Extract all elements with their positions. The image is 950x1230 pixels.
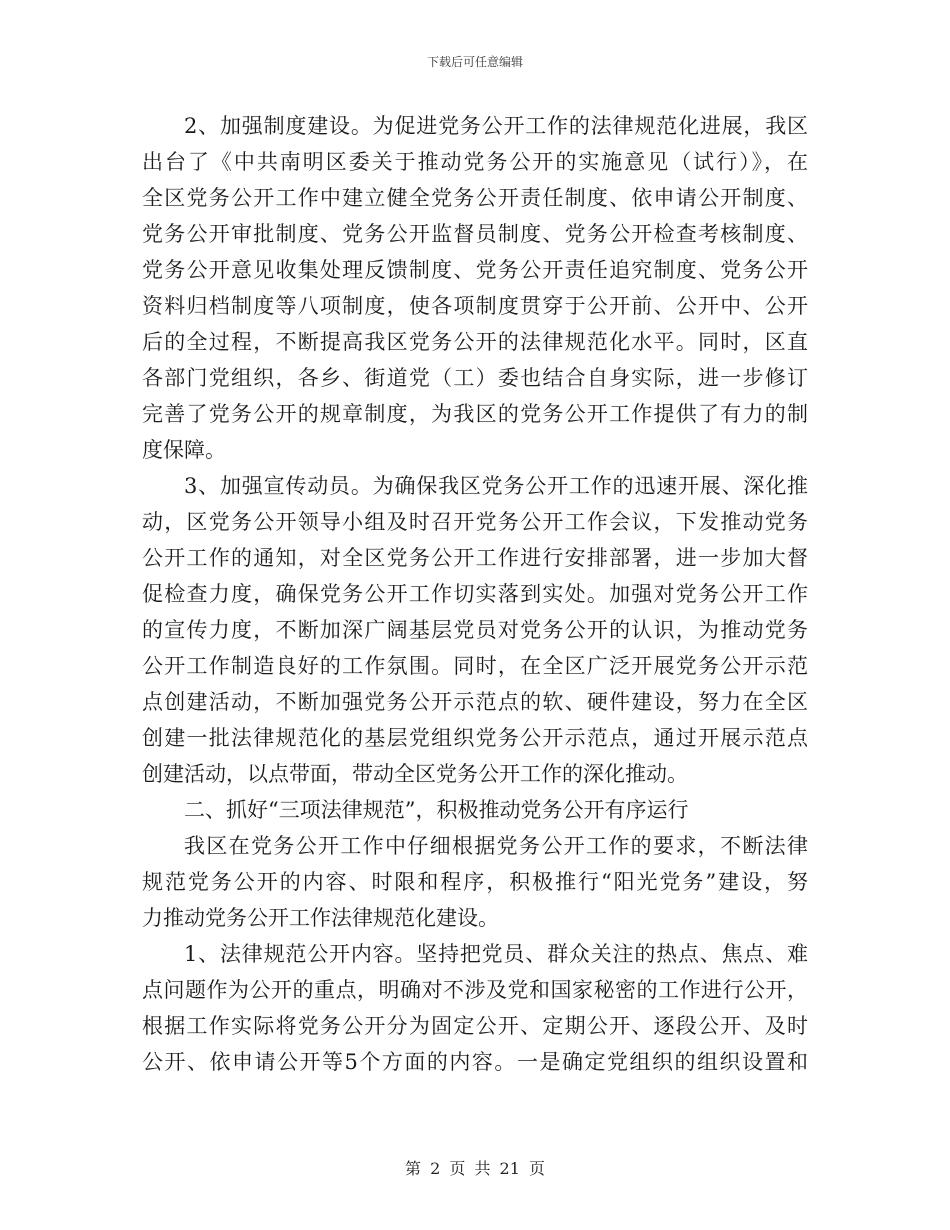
text-line: 规范党务公开的内容、时限和程序，积极推行“阳光党务”建设，努 bbox=[142, 870, 808, 894]
text-line: 党务公开意见收集处理反馈制度、党务公开责任追究制度、党务公开 bbox=[142, 258, 808, 282]
text-line: 点问题作为公开的重点，明确对不涉及党和国家秘密的工作进行公开， bbox=[142, 978, 808, 1002]
text-line: 促检查力度，确保党务公开工作切实落到实处。加强对党务公开工作 bbox=[142, 582, 808, 606]
text-line: 全区党务公开工作中建立健全党务公开责任制度、依申请公开制度、 bbox=[142, 186, 808, 210]
text-line: 根据工作实际将党务公开分为固定公开、定期公开、逐段公开、及时 bbox=[142, 1014, 808, 1038]
text-line: 我区在党务公开工作中仔细根据党务公开工作的要求，不断法律 bbox=[184, 834, 808, 858]
text-line: 完善了党务公开的规章制度，为我区的党务公开工作提供了有力的制 bbox=[142, 402, 808, 426]
text-line: 公开工作的通知，对全区党务公开工作进行安排部署，进一步加大督 bbox=[142, 546, 808, 570]
text-line: 3、加强宣传动员。为确保我区党务公开工作的迅速开展、深化推 bbox=[184, 474, 808, 498]
text-line: 点创建活动，不断加强党务公开示范点的软、硬件建设，努力在全区 bbox=[142, 690, 808, 714]
text-line: 1、法律规范公开内容。坚持把党员、群众关注的热点、焦点、难 bbox=[184, 942, 808, 966]
text-line: 资料归档制度等八项制度，使各项制度贯穿于公开前、公开中、公开 bbox=[142, 294, 808, 318]
text-line: 各部门党组织，各乡、街道党（工）委也结合自身实际，进一步修订 bbox=[142, 366, 808, 390]
text-line: 创建活动，以点带面，带动全区党务公开工作的深化推动。 bbox=[142, 762, 688, 786]
text-line: 的宣传力度，不断加深广阔基层党员对党务公开的认识，为推动党务 bbox=[142, 618, 808, 642]
text-line: 公开工作制造良好的工作氛围。同时，在全区广泛开展党务公开示范 bbox=[142, 654, 808, 678]
text-line: 2、加强制度建设。为促进党务公开工作的法律规范化进展，我区 bbox=[184, 114, 808, 138]
text-line: 度保障。 bbox=[142, 438, 226, 462]
page-header: 下载后可任意编辑 bbox=[426, 55, 523, 69]
text-line: 党务公开审批制度、党务公开监督员制度、党务公开检查考核制度、 bbox=[142, 222, 808, 246]
text-line: 后的全过程，不断提高我区党务公开的法律规范化水平。同时，区直 bbox=[142, 330, 808, 354]
text-line: 创建一批法律规范化的基层党组织党务公开示范点，通过开展示范点 bbox=[142, 726, 808, 750]
text-line: 动，区党务公开领导小组及时召开党务公开工作会议，下发推动党务 bbox=[142, 510, 808, 534]
text-line: 公开、依申请公开等5个方面的内容。一是确定党组织的组织设置和 bbox=[142, 1050, 808, 1074]
page-footer: 第 2 页 共 21 页 bbox=[405, 1159, 545, 1178]
text-line: 力推动党务公开工作法律规范化建设。 bbox=[142, 906, 499, 930]
text-line: 出台了《中共南明区委关于推动党务公开的实施意见（试行）》，在 bbox=[142, 150, 808, 174]
body-text bbox=[142, 108, 808, 1080]
text-line: 二、抓好“三项法律规范”，积极推动党务公开有序运行 bbox=[184, 798, 689, 822]
